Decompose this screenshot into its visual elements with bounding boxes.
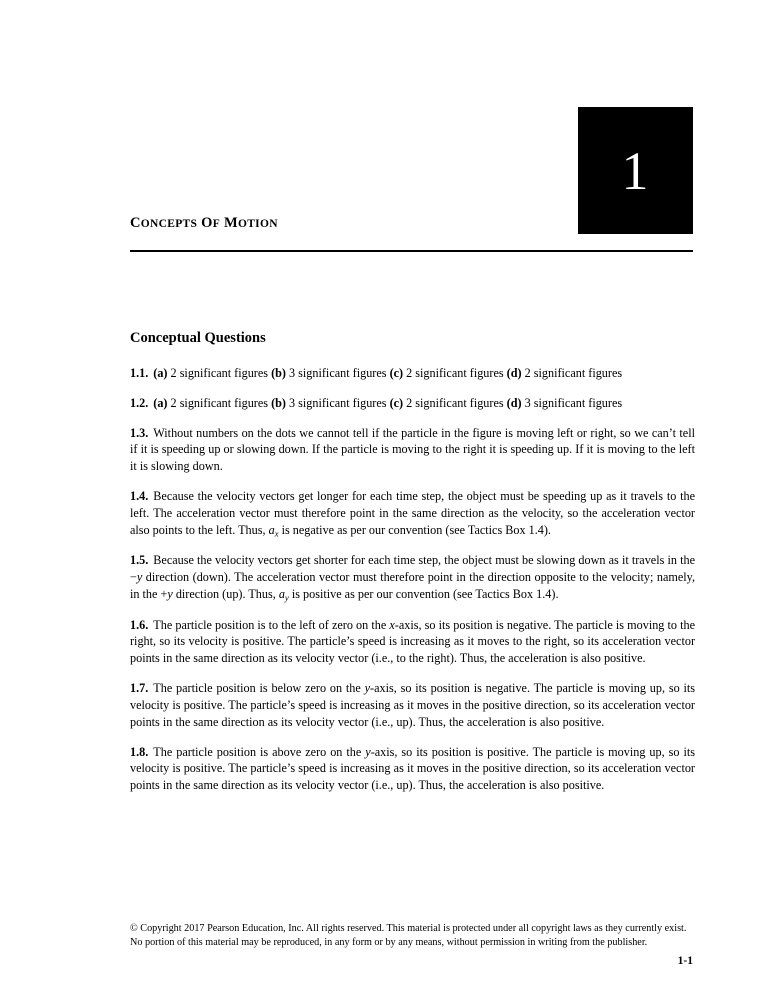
question-answer-text: (a) 2 significant figures (b) 3 significant figures (c) 2 significant figures (d) 2 significant figures (153, 366, 623, 380)
question-answer-item (130, 488, 695, 539)
chapter-number-badge (578, 107, 693, 234)
question-number: 1.2. (130, 395, 149, 410)
question-answer-text: Because the velocity vectors get shorter for each time step, the object must be slowing down as it travels in the −y direction (down). The acceleration vector must therefore point in the direction opposite to the velocity; namely, in the +y direction (up). Thus, $a_y$ is positive as per our convention (see Tactics Box 1.4). (130, 553, 695, 603)
question-answer-item (130, 395, 695, 412)
footer-copyright (130, 922, 695, 950)
question-answer-text: The particle position is to the left of zero on the x-axis, so its position is negative. The particle is moving to the right, so its velocity is positive. The particle’s speed is increasing as it moves to the right, so its acceleration vector points in the same direction as its velocity vector (i.e., to the right). Thus, the acceleration is also positive. (130, 617, 696, 666)
question-number: 1.6. (130, 617, 149, 632)
copyright-line-1: © Copyright 2017 Pearson Education, Inc. All rights reserved. This material is protected under all copyright laws as they currently exist. (130, 923, 687, 934)
question-answer-item (130, 680, 695, 730)
document-body (130, 330, 695, 807)
question-number: 1.1. (130, 366, 149, 380)
question-answer-text: (a) 2 significant figures (b) 3 significant figures (c) 2 significant figures (d) 3 significant figures (153, 395, 623, 410)
question-number: 1.5. (130, 553, 149, 568)
question-number: 1.8. (130, 744, 149, 759)
question-answer-text: The particle position is below zero on the y-axis, so its position is negative. The particle is moving up, so its velocity is positive. The particle’s speed is increasing as it moves in the positive direction, so its acceleration vector points in the same direction as its velocity vector (i.e., up). Thus, the acceleration is also positive. (130, 681, 696, 729)
header-divider (130, 250, 693, 252)
question-answer-text: Without numbers on the dots we cannot tell if the particle in the figure is moving left or right, so we can’t tell if it is speeding up or slowing down. If the particle is moving to the right it is speeding up. If it is moving to the left it is slowing down. (130, 425, 695, 474)
question-answer-text: The particle position is above zero on the y-axis, so its position is positive. The particle is moving up, so its velocity is positive. The particle’s speed is increasing as it moves in the positive direction, so its acceleration vector points in the same direction as its velocity vector (i.e., up). Thus, the acceleration is also positive. (130, 744, 695, 793)
question-number: 1.7. (130, 681, 149, 696)
section-heading: Conceptual Questions (130, 330, 266, 346)
questions-list (130, 365, 695, 794)
chapter-title (130, 215, 278, 232)
question-answer-item (130, 617, 695, 667)
question-answer-item (130, 365, 695, 382)
page-number: 1-1 (677, 955, 693, 967)
question-answer-item (130, 552, 695, 603)
question-answer-text: Because the velocity vectors get longer for each time step, the object must be speeding up as it travels to the left. The acceleration vector must therefore point in the same direction as the velocity, so the acceleration vector also points to the left. Thus, $a_x$ is negative as per our convention (see Tactics Box 1.4). (130, 489, 695, 539)
question-number: 1.4. (130, 489, 149, 504)
chapter-title-text: CONCEPTS OF MOTION (130, 215, 278, 231)
question-number: 1.3. (130, 425, 149, 440)
chapter-number: 1 (621, 140, 650, 201)
copyright-line-2: No portion of this material may be reproduced, in any form or by any means, without permission in writing from the publisher. (130, 936, 648, 948)
question-answer-item (130, 425, 695, 475)
question-answer-item (130, 744, 695, 794)
